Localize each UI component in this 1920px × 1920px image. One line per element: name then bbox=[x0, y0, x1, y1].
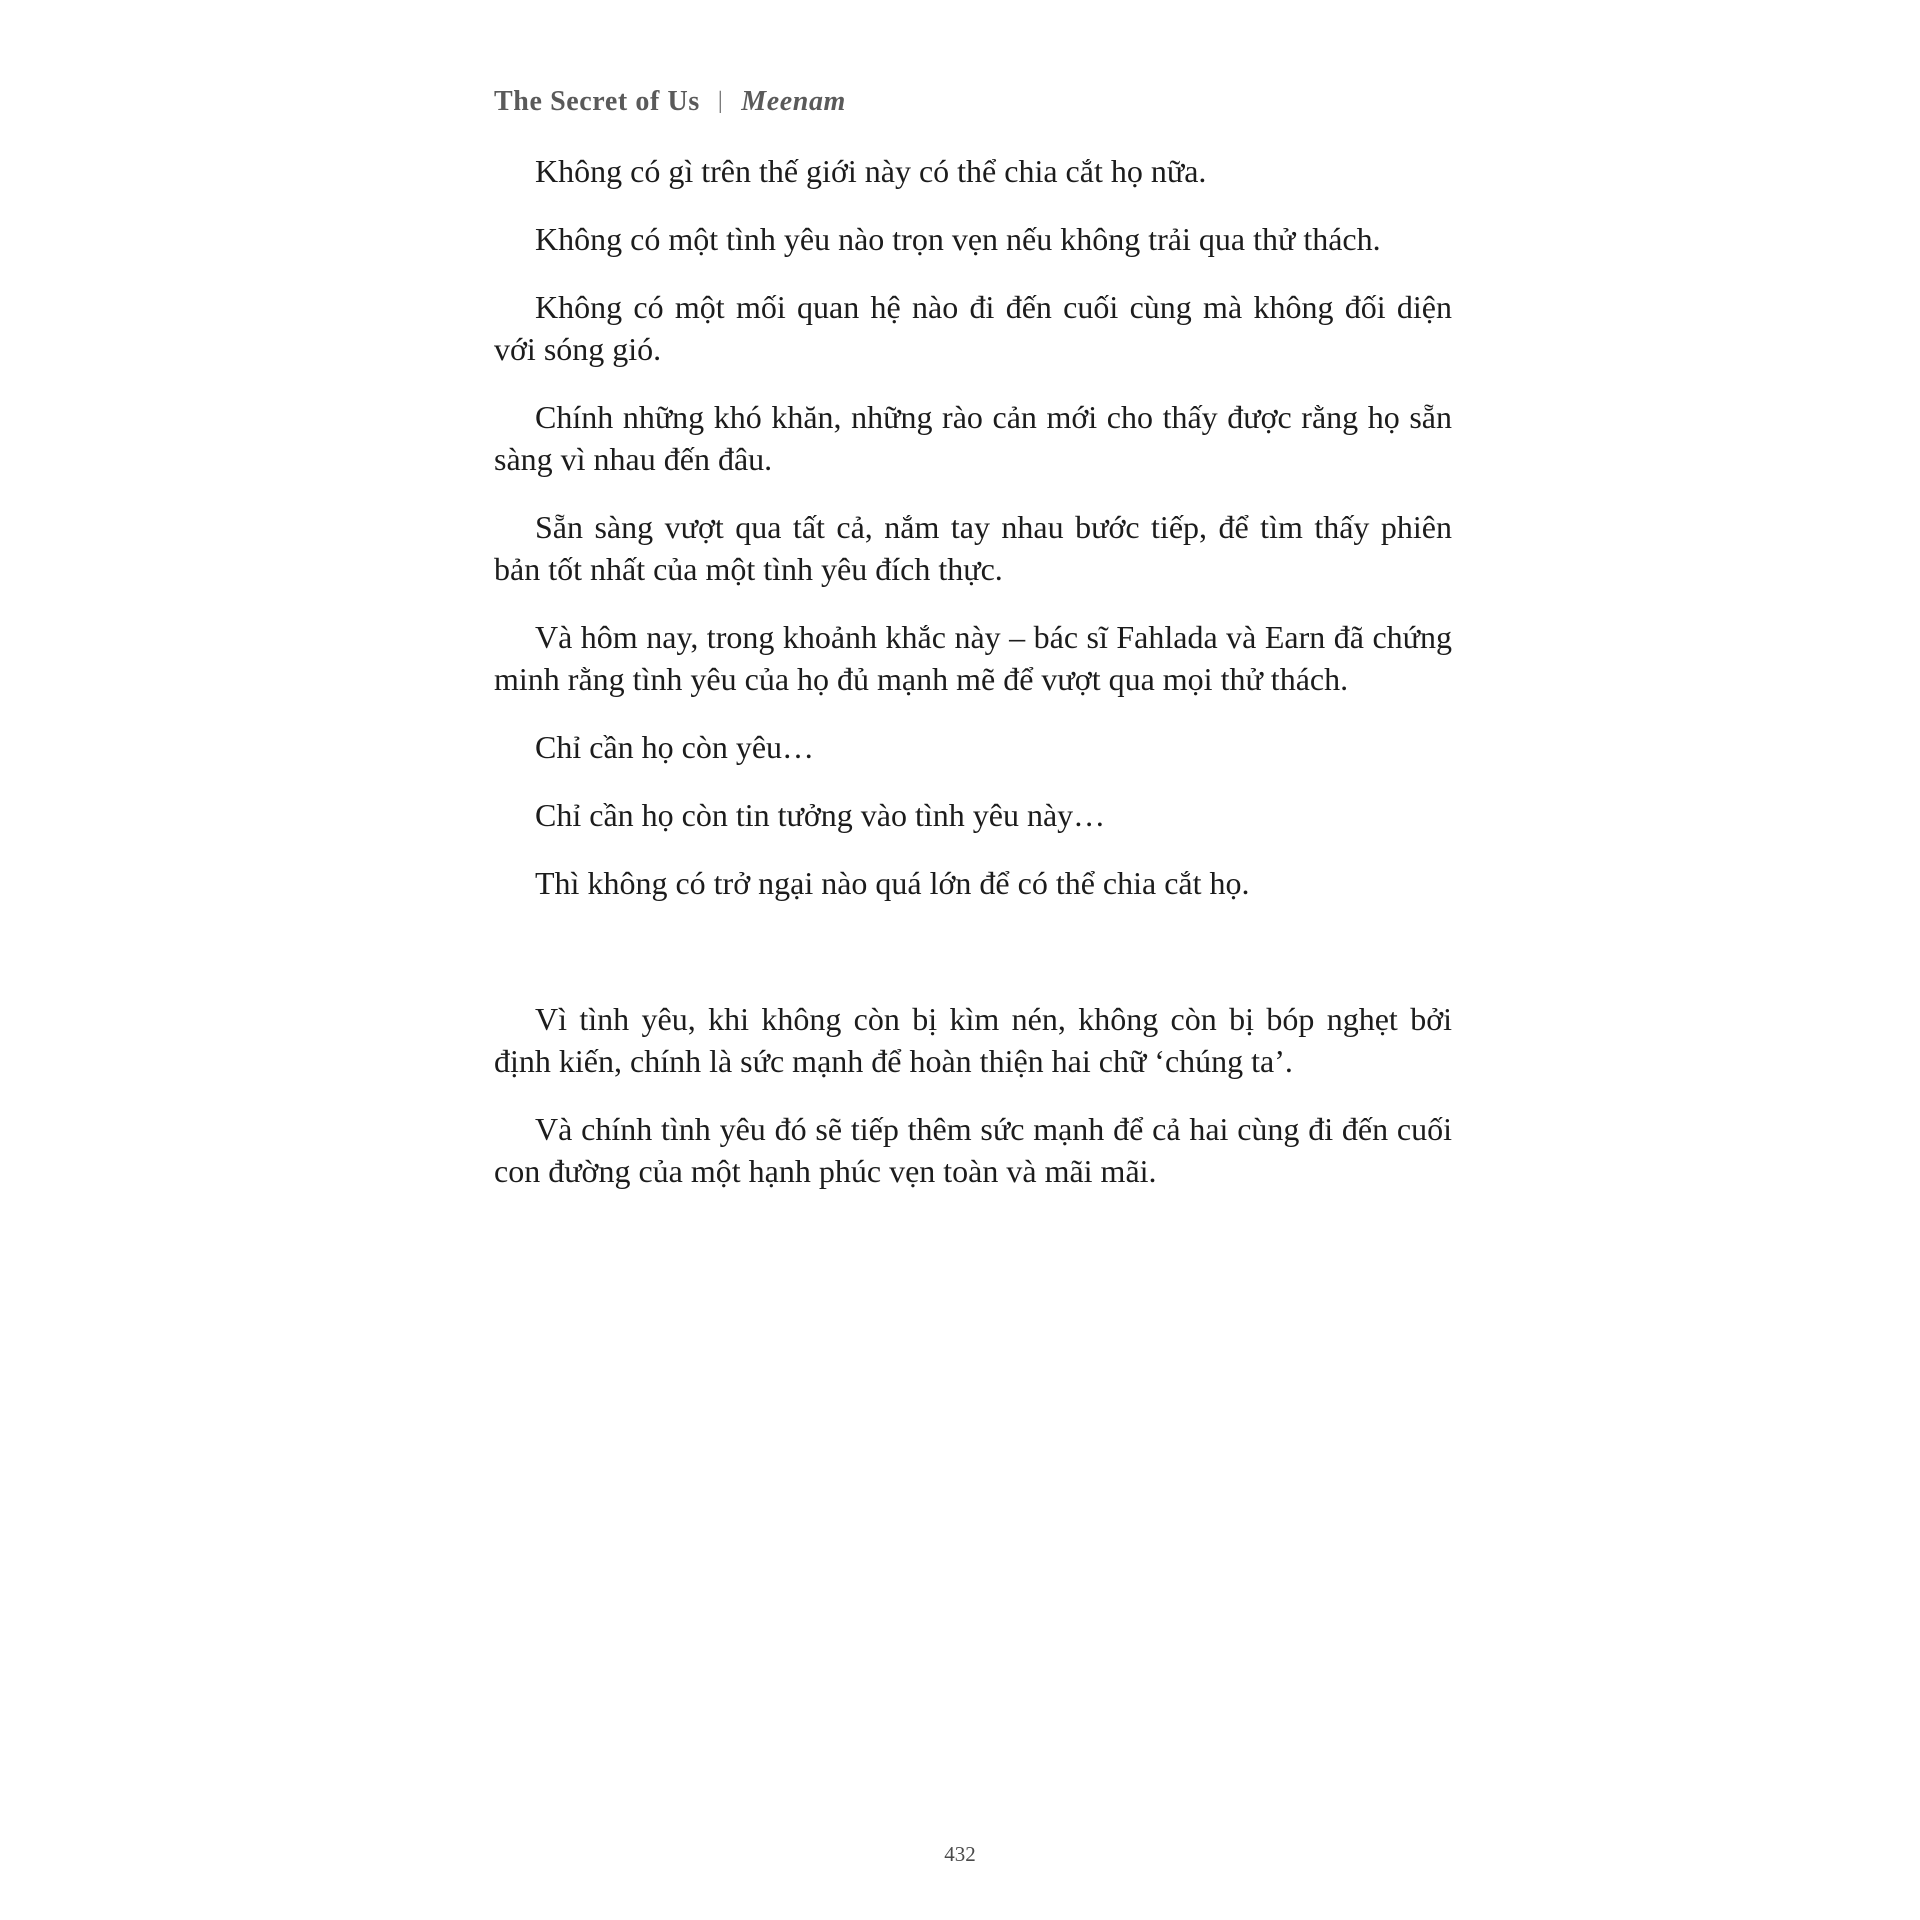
header-separator: | bbox=[717, 88, 724, 114]
body-text bbox=[494, 150, 1452, 1218]
paragraph: Chỉ cần họ còn tin tưởng vào tình yêu này… bbox=[535, 797, 1106, 833]
paragraph: Và chính tình yêu đó sẽ tiếp thêm sức mạnh để cả hai cùng đi đến cuối con đường của một hạnh phúc vẹn toàn và mãi mãi. bbox=[494, 1111, 1452, 1189]
paragraph: Chính những khó khăn, những rào cản mới cho thấy được rằng họ sẵn sàng vì nhau đến đâu. bbox=[494, 399, 1452, 477]
paragraph: Không có gì trên thế giới này có thể chia cắt họ nữa. bbox=[535, 153, 1207, 189]
paragraph: Không có một tình yêu nào trọn vẹn nếu không trải qua thử thách. bbox=[535, 221, 1381, 257]
section-break bbox=[494, 930, 1452, 998]
paragraph: Thì không có trở ngại nào quá lớn để có thể chia cắt họ. bbox=[535, 865, 1250, 901]
running-header bbox=[494, 86, 846, 118]
paragraph: Và hôm nay, trong khoảnh khắc này – bác sĩ Fahlada và Earn đã chứng minh rằng tình yêu của họ đủ mạnh mẽ để vượt qua mọi thử thách. bbox=[494, 619, 1452, 697]
book-title: The Secret of Us bbox=[494, 86, 700, 117]
paragraph: Sẵn sàng vượt qua tất cả, nắm tay nhau bước tiếp, để tìm thấy phiên bản tốt nhất của một tình yêu đích thực. bbox=[494, 509, 1452, 587]
page-number: 432 bbox=[944, 1842, 976, 1866]
paragraph: Không có một mối quan hệ nào đi đến cuối cùng mà không đối diện với sóng gió. bbox=[494, 289, 1452, 367]
paragraph: Vì tình yêu, khi không còn bị kìm nén, không còn bị bóp nghẹt bởi định kiến, chính là sức mạnh để hoàn thiện hai chữ ‘chúng ta’. bbox=[494, 1001, 1452, 1079]
author-name: Meenam bbox=[741, 86, 846, 117]
paragraph: Chỉ cần họ còn yêu… bbox=[535, 729, 815, 765]
